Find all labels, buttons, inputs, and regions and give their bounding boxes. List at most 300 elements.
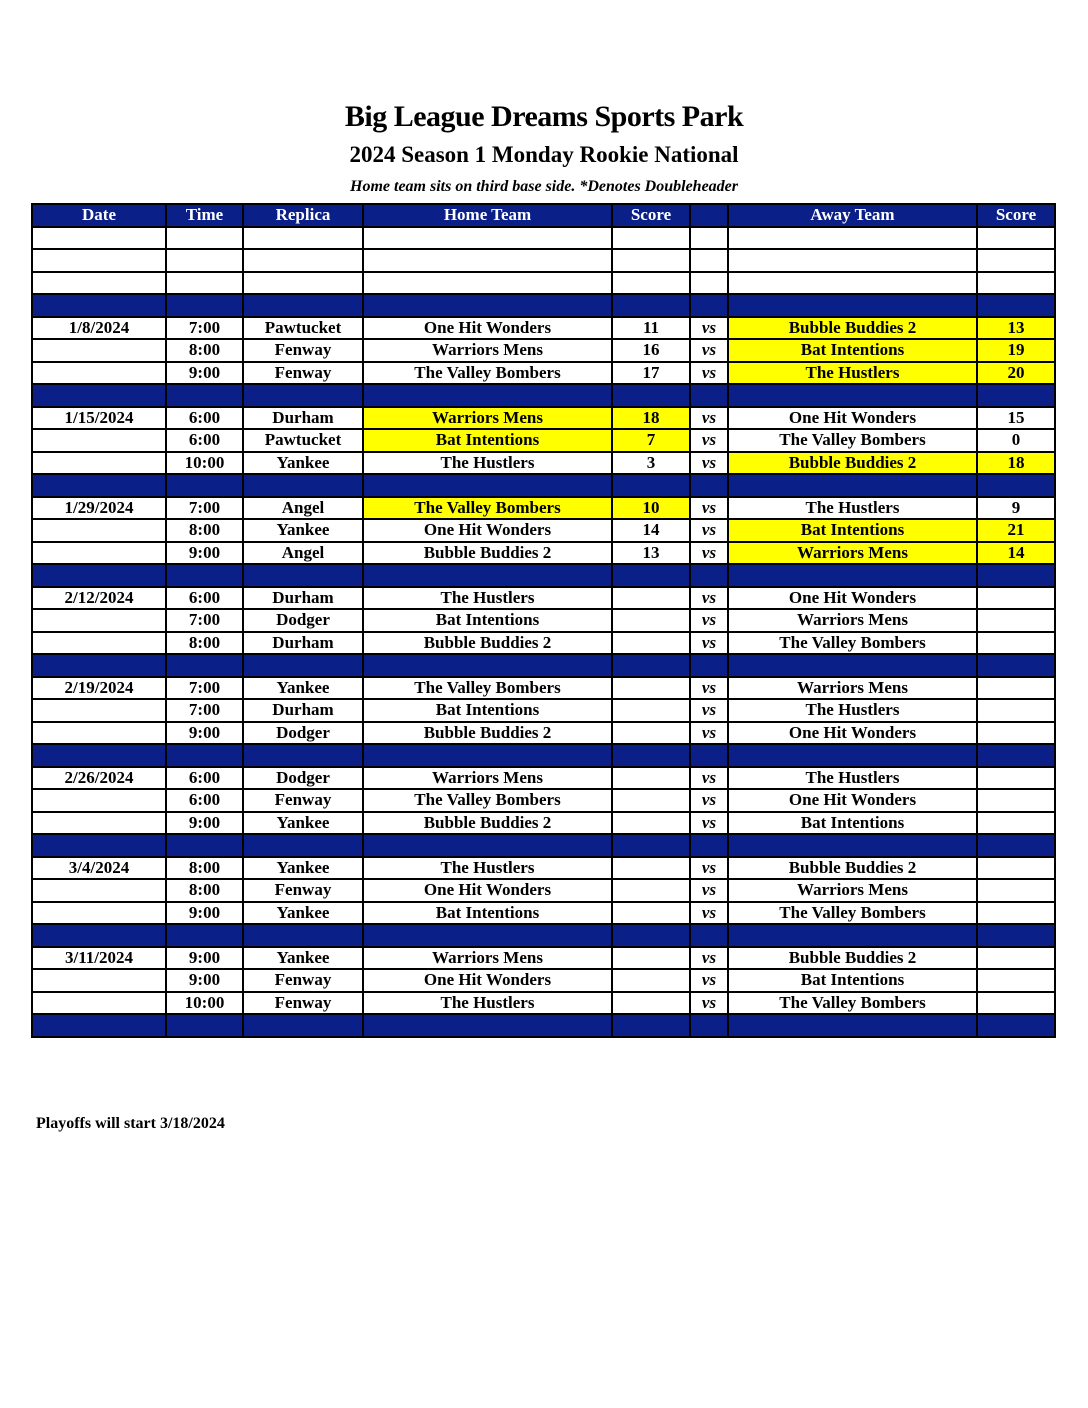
empty-cell xyxy=(363,249,612,272)
game-row xyxy=(32,789,1055,812)
separator-row xyxy=(32,654,1055,677)
game-time: 8:00 xyxy=(166,632,243,655)
empty-cell xyxy=(690,834,728,857)
game-row xyxy=(32,699,1055,722)
field-replica: Durham xyxy=(243,632,363,655)
empty-cell xyxy=(690,384,728,407)
table-header-row xyxy=(32,204,1055,227)
away-team: One Hit Wonders xyxy=(728,587,977,610)
game-time: 9:00 xyxy=(166,902,243,925)
game-time: 7:00 xyxy=(166,317,243,340)
home-team: The Valley Bombers xyxy=(363,677,612,700)
game-row xyxy=(32,452,1055,475)
field-replica: Angel xyxy=(243,497,363,520)
empty-cell xyxy=(243,384,363,407)
col-header-away-score: Score xyxy=(977,204,1055,227)
home-team: One Hit Wonders xyxy=(363,879,612,902)
vs-label: vs xyxy=(690,452,728,475)
away-score xyxy=(977,992,1055,1015)
empty-cell xyxy=(166,834,243,857)
empty-cell xyxy=(32,384,166,407)
separator-row xyxy=(32,474,1055,497)
empty-cell xyxy=(690,227,728,250)
vs-label: vs xyxy=(690,947,728,970)
vs-label: vs xyxy=(690,879,728,902)
home-score xyxy=(612,969,690,992)
game-time: 8:00 xyxy=(166,519,243,542)
schedule-table xyxy=(31,203,1056,1038)
empty-cell xyxy=(243,249,363,272)
home-team: The Valley Bombers xyxy=(363,362,612,385)
home-score: 16 xyxy=(612,339,690,362)
empty-cell xyxy=(243,1014,363,1037)
empty-cell xyxy=(612,564,690,587)
empty-cell xyxy=(977,654,1055,677)
separator-row xyxy=(32,384,1055,407)
game-date xyxy=(32,902,166,925)
game-row xyxy=(32,969,1055,992)
empty-cell xyxy=(166,294,243,317)
game-date xyxy=(32,632,166,655)
home-team: The Hustlers xyxy=(363,587,612,610)
vs-label: vs xyxy=(690,857,728,880)
home-score: 17 xyxy=(612,362,690,385)
home-team: Bat Intentions xyxy=(363,699,612,722)
separator-row xyxy=(32,294,1055,317)
home-score xyxy=(612,609,690,632)
empty-cell xyxy=(612,272,690,295)
home-team: Bubble Buddies 2 xyxy=(363,812,612,835)
empty-cell xyxy=(690,294,728,317)
separator-row xyxy=(32,564,1055,587)
empty-cell xyxy=(363,272,612,295)
home-score xyxy=(612,587,690,610)
game-time: 8:00 xyxy=(166,339,243,362)
home-score xyxy=(612,902,690,925)
field-replica: Fenway xyxy=(243,969,363,992)
blank-row xyxy=(32,227,1055,250)
empty-cell xyxy=(977,744,1055,767)
home-score: 11 xyxy=(612,317,690,340)
empty-cell xyxy=(363,564,612,587)
away-team: Warriors Mens xyxy=(728,677,977,700)
empty-cell xyxy=(728,249,977,272)
away-score xyxy=(977,609,1055,632)
empty-cell xyxy=(690,654,728,677)
away-score xyxy=(977,767,1055,790)
away-team: The Hustlers xyxy=(728,497,977,520)
away-team: One Hit Wonders xyxy=(728,789,977,812)
home-score: 3 xyxy=(612,452,690,475)
col-header-time: Time xyxy=(166,204,243,227)
away-score: 18 xyxy=(977,452,1055,475)
empty-cell xyxy=(363,384,612,407)
away-team: Bubble Buddies 2 xyxy=(728,947,977,970)
separator-row xyxy=(32,924,1055,947)
away-score xyxy=(977,812,1055,835)
game-row xyxy=(32,497,1055,520)
game-date xyxy=(32,519,166,542)
vs-label: vs xyxy=(690,519,728,542)
away-team: Bubble Buddies 2 xyxy=(728,857,977,880)
blank-row xyxy=(32,272,1055,295)
home-team: Bubble Buddies 2 xyxy=(363,722,612,745)
vs-label: vs xyxy=(690,789,728,812)
away-score xyxy=(977,879,1055,902)
game-row xyxy=(32,542,1055,565)
away-score xyxy=(977,857,1055,880)
field-replica: Yankee xyxy=(243,902,363,925)
game-row xyxy=(32,407,1055,430)
vs-label: vs xyxy=(690,812,728,835)
season-subtitle: 2024 Season 1 Monday Rookie National xyxy=(349,142,739,167)
empty-cell xyxy=(166,474,243,497)
vs-label: vs xyxy=(690,362,728,385)
away-team: Bubble Buddies 2 xyxy=(728,317,977,340)
empty-cell xyxy=(166,384,243,407)
vs-label: vs xyxy=(690,902,728,925)
away-score: 9 xyxy=(977,497,1055,520)
empty-cell xyxy=(612,1014,690,1037)
away-team: The Hustlers xyxy=(728,699,977,722)
home-score xyxy=(612,812,690,835)
home-score: 18 xyxy=(612,407,690,430)
game-time: 10:00 xyxy=(166,992,243,1015)
empty-cell xyxy=(977,384,1055,407)
game-row xyxy=(32,992,1055,1015)
game-time: 9:00 xyxy=(166,722,243,745)
playoffs-footnote: Playoffs will start 3/18/2024 xyxy=(36,1115,225,1132)
field-replica: Dodger xyxy=(243,767,363,790)
empty-cell xyxy=(166,744,243,767)
game-date xyxy=(32,722,166,745)
empty-cell xyxy=(363,1014,612,1037)
home-team: The Hustlers xyxy=(363,452,612,475)
field-replica: Pawtucket xyxy=(243,317,363,340)
empty-cell xyxy=(977,227,1055,250)
home-score xyxy=(612,947,690,970)
away-team: The Hustlers xyxy=(728,362,977,385)
game-time: 9:00 xyxy=(166,969,243,992)
vs-label: vs xyxy=(690,317,728,340)
empty-cell xyxy=(363,227,612,250)
game-time: 7:00 xyxy=(166,677,243,700)
empty-cell xyxy=(243,272,363,295)
game-date xyxy=(32,609,166,632)
game-row xyxy=(32,429,1055,452)
empty-cell xyxy=(612,294,690,317)
field-replica: Yankee xyxy=(243,519,363,542)
home-score xyxy=(612,789,690,812)
field-replica: Yankee xyxy=(243,812,363,835)
blank-row xyxy=(32,249,1055,272)
empty-cell xyxy=(977,272,1055,295)
game-date xyxy=(32,969,166,992)
home-score: 7 xyxy=(612,429,690,452)
away-team: The Valley Bombers xyxy=(728,902,977,925)
empty-cell xyxy=(728,744,977,767)
game-date xyxy=(32,992,166,1015)
col-header-away-team: Away Team xyxy=(728,204,977,227)
field-replica: Durham xyxy=(243,587,363,610)
empty-cell xyxy=(32,744,166,767)
away-score: 19 xyxy=(977,339,1055,362)
empty-cell xyxy=(728,924,977,947)
away-score xyxy=(977,902,1055,925)
empty-cell xyxy=(612,227,690,250)
separator-row xyxy=(32,834,1055,857)
field-replica: Fenway xyxy=(243,789,363,812)
empty-cell xyxy=(166,249,243,272)
away-score xyxy=(977,699,1055,722)
empty-cell xyxy=(728,384,977,407)
home-team: The Hustlers xyxy=(363,857,612,880)
page-title: Big League Dreams Sports Park xyxy=(344,100,744,133)
empty-cell xyxy=(32,474,166,497)
game-row xyxy=(32,362,1055,385)
empty-cell xyxy=(728,654,977,677)
empty-cell xyxy=(32,249,166,272)
empty-cell xyxy=(612,834,690,857)
game-date xyxy=(32,699,166,722)
away-team: Bat Intentions xyxy=(728,969,977,992)
game-time: 9:00 xyxy=(166,362,243,385)
empty-cell xyxy=(612,654,690,677)
game-row xyxy=(32,339,1055,362)
game-row xyxy=(32,879,1055,902)
game-date xyxy=(32,452,166,475)
home-team: Warriors Mens xyxy=(363,947,612,970)
vs-label: vs xyxy=(690,497,728,520)
vs-label: vs xyxy=(690,767,728,790)
empty-cell xyxy=(690,564,728,587)
home-score xyxy=(612,879,690,902)
home-score xyxy=(612,722,690,745)
field-replica: Dodger xyxy=(243,722,363,745)
empty-cell xyxy=(363,834,612,857)
empty-cell xyxy=(612,924,690,947)
empty-cell xyxy=(612,384,690,407)
field-replica: Fenway xyxy=(243,992,363,1015)
game-date: 3/11/2024 xyxy=(32,947,166,970)
empty-cell xyxy=(690,272,728,295)
field-replica: Yankee xyxy=(243,947,363,970)
away-score xyxy=(977,632,1055,655)
game-row xyxy=(32,587,1055,610)
game-time: 6:00 xyxy=(166,587,243,610)
empty-cell xyxy=(166,654,243,677)
schedule-body xyxy=(32,227,1055,1037)
game-row xyxy=(32,677,1055,700)
vs-label: vs xyxy=(690,407,728,430)
vs-label: vs xyxy=(690,429,728,452)
empty-cell xyxy=(32,1014,166,1037)
empty-cell xyxy=(690,744,728,767)
vs-label: vs xyxy=(690,969,728,992)
vs-label: vs xyxy=(690,609,728,632)
field-replica: Fenway xyxy=(243,362,363,385)
separator-row xyxy=(32,744,1055,767)
empty-cell xyxy=(728,834,977,857)
away-score: 20 xyxy=(977,362,1055,385)
away-score: 15 xyxy=(977,407,1055,430)
game-time: 9:00 xyxy=(166,542,243,565)
home-team: Bubble Buddies 2 xyxy=(363,632,612,655)
empty-cell xyxy=(243,474,363,497)
game-date: 1/29/2024 xyxy=(32,497,166,520)
game-date: 2/19/2024 xyxy=(32,677,166,700)
home-score xyxy=(612,632,690,655)
away-score xyxy=(977,677,1055,700)
away-score: 0 xyxy=(977,429,1055,452)
home-score: 13 xyxy=(612,542,690,565)
empty-cell xyxy=(977,834,1055,857)
home-score xyxy=(612,677,690,700)
empty-cell xyxy=(32,272,166,295)
empty-cell xyxy=(243,924,363,947)
home-team: One Hit Wonders xyxy=(363,519,612,542)
col-header-vs xyxy=(690,204,728,227)
away-score: 13 xyxy=(977,317,1055,340)
empty-cell xyxy=(612,744,690,767)
home-team: Warriors Mens xyxy=(363,767,612,790)
game-time: 9:00 xyxy=(166,812,243,835)
empty-cell xyxy=(690,474,728,497)
col-header-replica: Replica xyxy=(243,204,363,227)
empty-cell xyxy=(728,227,977,250)
field-replica: Yankee xyxy=(243,677,363,700)
game-time: 6:00 xyxy=(166,429,243,452)
empty-cell xyxy=(977,1014,1055,1037)
empty-cell xyxy=(977,294,1055,317)
empty-cell xyxy=(977,564,1055,587)
field-replica: Yankee xyxy=(243,857,363,880)
game-date xyxy=(32,789,166,812)
empty-cell xyxy=(728,1014,977,1037)
away-score xyxy=(977,722,1055,745)
empty-cell xyxy=(728,272,977,295)
empty-cell xyxy=(363,654,612,677)
col-header-home-score: Score xyxy=(612,204,690,227)
away-team: Bat Intentions xyxy=(728,339,977,362)
empty-cell xyxy=(243,564,363,587)
empty-cell xyxy=(32,294,166,317)
game-date xyxy=(32,339,166,362)
empty-cell xyxy=(728,294,977,317)
away-team: The Hustlers xyxy=(728,767,977,790)
game-date: 1/8/2024 xyxy=(32,317,166,340)
home-score: 10 xyxy=(612,497,690,520)
empty-cell xyxy=(363,474,612,497)
game-row xyxy=(32,857,1055,880)
field-replica: Durham xyxy=(243,699,363,722)
game-date: 1/15/2024 xyxy=(32,407,166,430)
vs-label: vs xyxy=(690,992,728,1015)
empty-cell xyxy=(243,744,363,767)
away-score xyxy=(977,969,1055,992)
empty-cell xyxy=(32,924,166,947)
away-team: Warriors Mens xyxy=(728,609,977,632)
empty-cell xyxy=(243,834,363,857)
empty-cell xyxy=(728,474,977,497)
game-date xyxy=(32,362,166,385)
game-date: 3/4/2024 xyxy=(32,857,166,880)
away-team: Bat Intentions xyxy=(728,812,977,835)
away-team: The Valley Bombers xyxy=(728,429,977,452)
game-time: 6:00 xyxy=(166,407,243,430)
empty-cell xyxy=(243,294,363,317)
home-team: Bat Intentions xyxy=(363,902,612,925)
home-team: The Valley Bombers xyxy=(363,789,612,812)
vs-label: vs xyxy=(690,632,728,655)
game-time: 7:00 xyxy=(166,497,243,520)
away-team: The Valley Bombers xyxy=(728,632,977,655)
schedule-note: Home team sits on third base side. *Denotes Doubleheader xyxy=(350,178,738,195)
empty-cell xyxy=(977,249,1055,272)
empty-cell xyxy=(166,272,243,295)
col-header-home-team: Home Team xyxy=(363,204,612,227)
game-row xyxy=(32,609,1055,632)
field-replica: Durham xyxy=(243,407,363,430)
empty-cell xyxy=(363,924,612,947)
empty-cell xyxy=(32,834,166,857)
vs-label: vs xyxy=(690,677,728,700)
col-header-date: Date xyxy=(32,204,166,227)
vs-label: vs xyxy=(690,339,728,362)
vs-label: vs xyxy=(690,699,728,722)
home-team: One Hit Wonders xyxy=(363,969,612,992)
game-row xyxy=(32,902,1055,925)
home-score xyxy=(612,992,690,1015)
game-row xyxy=(32,812,1055,835)
game-date xyxy=(32,542,166,565)
separator-row xyxy=(32,1014,1055,1037)
vs-label: vs xyxy=(690,587,728,610)
empty-cell xyxy=(32,564,166,587)
away-score: 21 xyxy=(977,519,1055,542)
home-score xyxy=(612,857,690,880)
game-date: 2/12/2024 xyxy=(32,587,166,610)
away-team: One Hit Wonders xyxy=(728,407,977,430)
home-team: One Hit Wonders xyxy=(363,317,612,340)
away-team: Warriors Mens xyxy=(728,542,977,565)
field-replica: Dodger xyxy=(243,609,363,632)
field-replica: Angel xyxy=(243,542,363,565)
game-time: 8:00 xyxy=(166,857,243,880)
empty-cell xyxy=(690,1014,728,1037)
field-replica: Fenway xyxy=(243,339,363,362)
vs-label: vs xyxy=(690,542,728,565)
game-date: 2/26/2024 xyxy=(32,767,166,790)
home-team: Bat Intentions xyxy=(363,429,612,452)
home-team: Bubble Buddies 2 xyxy=(363,542,612,565)
away-team: The Valley Bombers xyxy=(728,992,977,1015)
empty-cell xyxy=(166,1014,243,1037)
game-time: 7:00 xyxy=(166,609,243,632)
empty-cell xyxy=(363,744,612,767)
away-score xyxy=(977,789,1055,812)
empty-cell xyxy=(243,654,363,677)
empty-cell xyxy=(32,654,166,677)
game-row xyxy=(32,317,1055,340)
game-time: 10:00 xyxy=(166,452,243,475)
home-team: The Valley Bombers xyxy=(363,497,612,520)
home-score xyxy=(612,699,690,722)
home-team: Warriors Mens xyxy=(363,339,612,362)
away-team: One Hit Wonders xyxy=(728,722,977,745)
empty-cell xyxy=(728,564,977,587)
empty-cell xyxy=(166,227,243,250)
